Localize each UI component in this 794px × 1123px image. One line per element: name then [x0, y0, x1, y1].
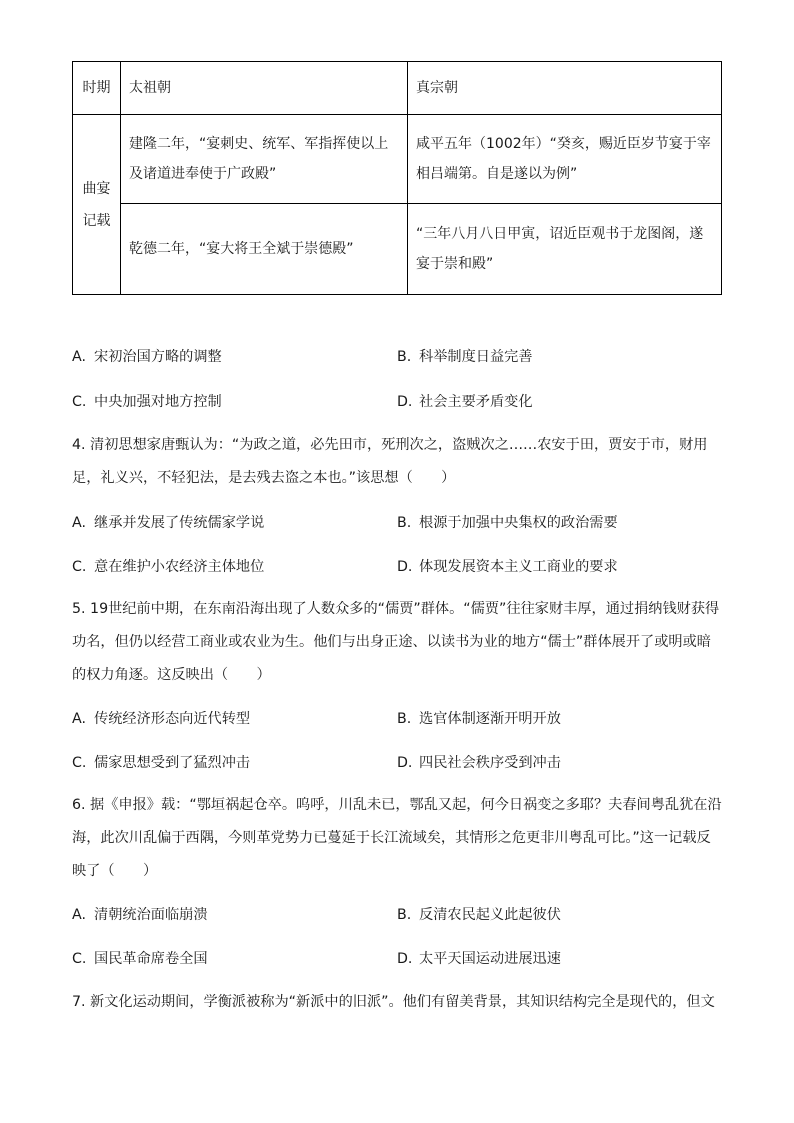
question-6-stem: 6. 据《申报》载：“鄂垣祸起仓卒。呜呼，川乱未已，鄂乱又起，何今日祸变之多耶？夫春间粤乱犹在沿海，此次川乱偏于西隅，今则革党势力已蔓延于长江流域矣，其情形之危更非川粤乱可比。”这一记载反映了（ ）: [72, 797, 722, 879]
question-7: [72, 986, 722, 1019]
cell-zhenzong-2: “三年八月八日甲寅，诏近臣观书于龙图阁，遂宴于崇和殿”: [408, 204, 722, 295]
q5-option-c[interactable]: [72, 752, 250, 772]
option-text: 社会主要矛盾变化: [419, 394, 533, 410]
q6-option-d[interactable]: [397, 948, 561, 968]
option-label: B.: [397, 907, 412, 923]
option-text: 太平天国运动进展迅速: [419, 951, 561, 967]
question-5: [72, 593, 722, 692]
q4-option-d[interactable]: [397, 556, 618, 576]
q4-option-b[interactable]: [397, 512, 618, 532]
option-label: C.: [72, 951, 87, 967]
option-label: A.: [72, 907, 86, 923]
q6-option-c[interactable]: [72, 948, 208, 968]
option-label: D.: [397, 559, 413, 575]
table-header-row: [73, 62, 722, 115]
option-label: D.: [397, 951, 413, 967]
table-row: [73, 115, 722, 204]
q5-option-a[interactable]: [72, 708, 250, 728]
q3-option-c[interactable]: [72, 391, 222, 411]
option-label: D.: [397, 394, 413, 410]
question-4-stem: 4. 清初思想家唐甄认为：“为政之道，必先田市，死刑次之，盗贼次之……农安于田，贾安于市，财用足，礼义兴，不轻犯法，是去残去盗之本也。”该思想（ ）: [72, 437, 708, 486]
option-text: 儒家思想受到了猛烈冲击: [94, 755, 251, 771]
header-zhenzong: 真宗朝: [408, 62, 722, 115]
row-label-line-2: 记载: [82, 212, 111, 229]
cell-taizu-1: 建隆二年，“宴刺史、统军、军指挥使以上及诸道进奉使于广政殿”: [121, 115, 408, 204]
option-label: C.: [72, 559, 87, 575]
q6-option-a[interactable]: [72, 904, 208, 924]
q3-option-a[interactable]: [72, 346, 222, 366]
q6-option-b[interactable]: [397, 904, 561, 924]
option-label: A.: [72, 349, 86, 365]
option-label: B.: [397, 515, 412, 531]
row-label-cell: [73, 115, 121, 295]
option-text: 意在维护小农经济主体地位: [94, 559, 265, 575]
option-label: A.: [72, 711, 86, 727]
option-text: 体现发展资本主义工商业的要求: [419, 559, 618, 575]
question-6: [72, 789, 722, 888]
option-text: 根源于加强中央集权的政治需要: [419, 515, 618, 531]
question-4: [72, 429, 722, 495]
option-text: 国民革命席卷全国: [94, 951, 208, 967]
q3-option-d[interactable]: [397, 391, 533, 411]
option-text: 继承并发展了传统儒家学说: [94, 515, 265, 531]
option-label: A.: [72, 515, 86, 531]
q5-option-d[interactable]: [397, 752, 561, 772]
option-text: 宋初治国方略的调整: [94, 349, 222, 365]
q4-option-a[interactable]: [72, 512, 264, 532]
option-text: 选官体制逐渐开明开放: [419, 711, 561, 727]
option-label: B.: [397, 349, 412, 365]
option-text: 中央加强对地方控制: [94, 394, 222, 410]
option-text: 清朝统治面临崩溃: [94, 907, 208, 923]
header-period: 时期: [73, 62, 121, 115]
option-label: D.: [397, 755, 413, 771]
option-label: B.: [397, 711, 412, 727]
question-7-stem: 7. 新文化运动期间，学衡派被称为“新派中的旧派”。他们有留美背景，其知识结构完全是现代的，但文: [72, 994, 715, 1010]
q5-option-b[interactable]: [397, 708, 561, 728]
option-label: C.: [72, 394, 87, 410]
option-text: 传统经济形态向近代转型: [94, 711, 251, 727]
banquet-records-table: [72, 61, 722, 295]
option-label: C.: [72, 755, 87, 771]
q4-option-c[interactable]: [72, 556, 264, 576]
option-text: 反清农民起义此起彼伏: [419, 907, 561, 923]
q3-option-b[interactable]: [397, 346, 533, 366]
row-label-line-1: 曲宴: [82, 180, 111, 197]
option-text: 四民社会秩序受到冲击: [419, 755, 561, 771]
cell-taizu-2: 乾德二年，“宴大将王全斌于崇德殿”: [121, 204, 408, 295]
table-row: [73, 204, 722, 295]
option-text: 科举制度日益完善: [419, 349, 533, 365]
cell-zhenzong-1: 咸平五年（1002年）“癸亥，赐近臣岁节宴于宰相吕端第。自是遂以为例”: [408, 115, 722, 204]
header-taizu: 太祖朝: [121, 62, 408, 115]
question-5-stem: 5. 19世纪前中期，在东南沿海出现了人数众多的“儒贾”群体。“儒贾”往往家财丰厚，通过捐纳钱财获得功名，但仍以经营工商业或农业为生。他们与出身正途、以读书为业的地方“儒士”群体展开了或明或暗的权力角逐。这反映出（ ）: [72, 601, 720, 683]
